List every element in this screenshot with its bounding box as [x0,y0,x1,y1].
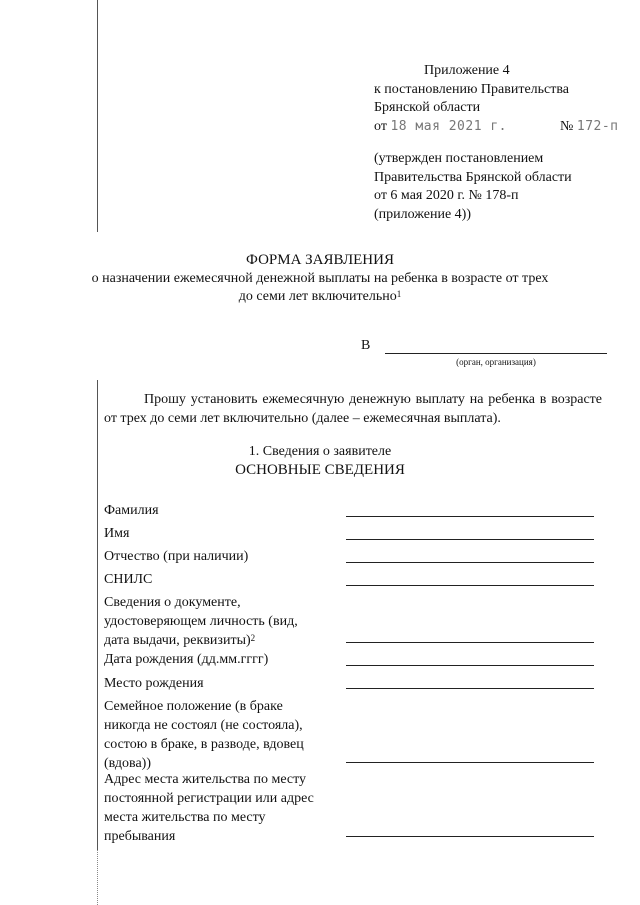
margin-line-top [97,0,98,232]
date-prefix: от [374,118,387,134]
appendix-block [374,62,619,136]
field-line-birth-place[interactable] [346,688,594,689]
field-line-snils[interactable] [346,585,594,586]
number-stamp: 172-п [576,118,619,134]
form-title-line-3 [0,288,640,306]
field-label-birth-date: Дата рождения (дд.мм.гггг) [104,652,269,667]
form-title-line-2: о назначении ежемесячной денежной выплаты на ребенка в возрасте от трех [91,271,549,286]
recipient-prefix: В [361,338,371,353]
approved-line-1: (утвержден постановлением [374,151,544,166]
form-title-line-3-text: до семи лет включительно [238,289,397,304]
appendix-line-2: Брянской области [374,100,481,115]
field-line-patronymic[interactable] [346,562,594,563]
footnote-marker-1: 1 [396,289,402,299]
request-paragraph [104,390,602,428]
identity-doc-text: Сведения о документе, удостоверяющем личность (вид, дата выдачи, реквизиты) [104,595,298,648]
field-label-marital-status: Семейное положение (в браке никогда не состоял (не состояла), состою в браке, в разводе, вдовец (вдова)) [104,699,304,771]
recipient-line[interactable] [385,353,607,354]
field-label-surname: Фамилия [104,503,159,518]
field-line-name[interactable] [346,539,594,540]
appendix-title: Приложение 4 [424,63,510,78]
appendix-date-row [374,118,619,137]
form-title: ФОРМА ЗАЯВЛЕНИЯ [246,252,394,268]
approved-block [374,150,572,224]
field-line-birth-date[interactable] [346,665,594,666]
footnote-marker-2: 2 [250,633,256,643]
margin-line-bottom [97,850,98,905]
field-line-surname[interactable] [346,516,594,517]
section-subheading: ОСНОВНЫЕ СВЕДЕНИЯ [235,462,405,478]
field-line-marital-status[interactable] [346,762,594,763]
number-label: № [560,118,574,134]
approved-line-2: Правительства Брянской области [374,169,572,185]
field-label-name: Имя [104,526,130,541]
date-stamp: 18 мая 2021 г. [390,118,508,134]
approved-line-3: от 6 мая 2020 г. № 178-п [374,188,519,203]
field-line-address[interactable] [346,836,594,837]
field-label-identity-doc [104,593,319,650]
approved-line-4: (приложение 4)) [374,206,472,222]
field-label-patronymic: Отчество (при наличии) [104,549,249,564]
field-label-snils: СНИЛС [104,572,153,587]
field-label-address: Адрес места жительства по месту постоянной регистрации или адрес места жительства по месту пребывания [104,772,314,844]
field-line-identity-doc[interactable] [346,642,594,643]
request-text: Прошу установить ежемесячную денежную выплату на ребенка в возрасте от трех до семи лет включительно (далее – ежемесячная выплата). [104,392,602,426]
appendix-line-1: к постановлению Правительства [374,81,570,97]
recipient-caption: (орган, организация) [456,357,536,367]
section-heading: 1. Сведения о заявителе [248,444,392,459]
field-label-birth-place: Место рождения [104,676,204,691]
